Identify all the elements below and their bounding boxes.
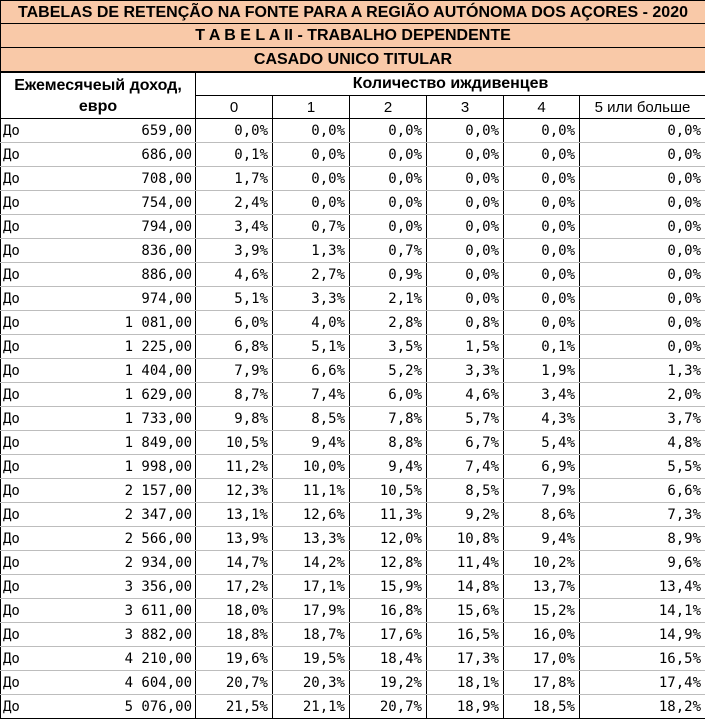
rate-cell: 0,7% [350,239,427,263]
table-row [1,143,705,167]
income-cell [1,311,196,335]
rate-cell: 19,2% [350,671,427,695]
rate-cell: 0,0% [273,167,350,191]
rate-cell: 8,8% [350,431,427,455]
rate-cell: 3,9% [196,239,273,263]
rate-cell: 11,1% [273,479,350,503]
rate-cell: 17,6% [350,623,427,647]
income-cell [1,407,196,431]
rate-cell: 12,3% [196,479,273,503]
rate-cell: 0,0% [350,143,427,167]
rate-cell: 14,1% [580,599,705,623]
table-row [1,479,705,503]
rate-cell: 0,0% [580,311,705,335]
table-row [1,407,705,431]
rate-cell: 18,9% [427,695,504,719]
income-prefix: До [3,266,20,283]
income-prefix: До [3,362,20,379]
table-row [1,599,705,623]
income-header [1,73,196,119]
income-prefix: До [3,506,20,523]
table-subtitle: T A B E L A II - TRABALHO DEPENDENTE [0,24,705,48]
dependents-column-header: 5 или больше [580,96,705,119]
rate-cell: 9,4% [273,431,350,455]
income-value: 4 604,00 [124,674,192,691]
rate-cell: 6,7% [427,431,504,455]
income-value: 754,00 [141,194,192,211]
rate-cell: 13,7% [504,575,580,599]
income-value: 686,00 [141,146,192,163]
income-prefix: До [3,626,20,643]
rate-cell: 0,0% [580,263,705,287]
section-title: CASADO UNICO TITULAR [0,48,705,72]
rate-cell: 11,2% [196,455,273,479]
table-row [1,119,705,143]
rate-cell: 3,7% [580,407,705,431]
rate-cell: 0,1% [196,143,273,167]
income-value: 1 404,00 [124,362,192,379]
income-prefix: До [3,314,20,331]
income-prefix: До [3,482,20,499]
income-value: 974,00 [141,290,192,307]
rate-cell: 5,2% [350,359,427,383]
rate-cell: 8,5% [273,407,350,431]
rate-cell: 17,2% [196,575,273,599]
rate-cell: 8,9% [580,527,705,551]
rate-cell: 0,0% [350,215,427,239]
rate-cell: 9,4% [504,527,580,551]
rate-cell: 5,1% [273,335,350,359]
income-value: 4 210,00 [124,650,192,667]
income-value: 659,00 [141,122,192,139]
income-cell [1,287,196,311]
rate-cell: 0,0% [427,167,504,191]
table-row [1,647,705,671]
dependents-column-header: 4 [504,96,580,119]
income-cell [1,479,196,503]
rate-cell: 0,0% [580,287,705,311]
income-cell [1,599,196,623]
rate-cell: 14,8% [427,575,504,599]
rate-cell: 10,5% [350,479,427,503]
rate-cell: 3,4% [196,215,273,239]
rate-cell: 2,0% [580,383,705,407]
rate-cell: 17,1% [273,575,350,599]
income-cell [1,551,196,575]
rate-cell: 8,7% [196,383,273,407]
rate-cell: 9,4% [350,455,427,479]
income-cell [1,191,196,215]
rate-cell: 3,3% [427,359,504,383]
rate-cell: 0,0% [504,287,580,311]
income-value: 1 225,00 [124,338,192,355]
rate-cell: 20,7% [350,695,427,719]
income-value: 5 076,00 [124,698,192,715]
table-row [1,263,705,287]
dependents-header: Количество иждивенцев [196,73,705,96]
rate-cell: 16,5% [580,647,705,671]
rate-cell: 0,0% [580,191,705,215]
rate-cell: 7,4% [427,455,504,479]
rate-cell: 18,0% [196,599,273,623]
rate-cell: 8,5% [427,479,504,503]
dependents-column-header: 2 [350,96,427,119]
table-row [1,215,705,239]
rate-cell: 12,6% [273,503,350,527]
table-row [1,575,705,599]
table-row [1,455,705,479]
table-row [1,383,705,407]
dependents-column-header: 1 [273,96,350,119]
rate-cell: 14,2% [273,551,350,575]
table-row [1,239,705,263]
rate-cell: 3,3% [273,287,350,311]
rate-cell: 0,9% [350,263,427,287]
rate-cell: 17,4% [580,671,705,695]
income-value: 2 566,00 [124,530,192,547]
rate-cell: 6,8% [196,335,273,359]
rate-cell: 1,3% [273,239,350,263]
rate-cell: 18,7% [273,623,350,647]
rate-cell: 13,9% [196,527,273,551]
rate-cell: 7,9% [504,479,580,503]
income-prefix: До [3,386,20,403]
rate-cell: 2,7% [273,263,350,287]
income-prefix: До [3,170,20,187]
rate-cell: 0,1% [504,335,580,359]
rate-cell: 14,9% [580,623,705,647]
rate-cell: 0,0% [196,119,273,143]
income-value: 3 882,00 [124,626,192,643]
table-row [1,551,705,575]
rate-cell: 5,1% [196,287,273,311]
table-row [1,431,705,455]
rate-cell: 4,3% [504,407,580,431]
income-cell [1,503,196,527]
income-prefix: До [3,194,20,211]
rate-cell: 13,4% [580,575,705,599]
income-value: 1 733,00 [124,410,192,427]
rate-cell: 17,0% [504,647,580,671]
income-prefix: До [3,146,20,163]
rate-cell: 8,6% [504,503,580,527]
income-prefix: До [3,698,20,715]
income-cell [1,143,196,167]
income-header-line1: Ежемесячеый доход, [14,76,182,94]
income-prefix: До [3,122,20,139]
income-cell [1,695,196,719]
rate-cell: 4,8% [580,431,705,455]
income-value: 794,00 [141,218,192,235]
income-cell [1,671,196,695]
rate-cell: 15,2% [504,599,580,623]
rate-cell: 0,0% [580,143,705,167]
income-cell [1,647,196,671]
rate-cell: 20,3% [273,671,350,695]
income-value: 708,00 [141,170,192,187]
rate-cell: 0,0% [580,239,705,263]
table-title: TABELAS DE RETENÇÃO NA FONTE PARA A REGIÃO AUTÓNOMA DOS AÇORES - 2020 [0,0,705,24]
rate-cell: 5,4% [504,431,580,455]
rate-cell: 0,0% [504,191,580,215]
rate-cell: 6,6% [273,359,350,383]
rate-cell: 0,0% [427,287,504,311]
income-value: 1 998,00 [124,458,192,475]
income-cell [1,527,196,551]
rate-cell: 17,8% [504,671,580,695]
table-row [1,623,705,647]
income-cell [1,119,196,143]
rate-cell: 5,5% [580,455,705,479]
rate-cell: 21,1% [273,695,350,719]
rate-cell: 6,6% [580,479,705,503]
income-cell [1,263,196,287]
rate-cell: 0,0% [504,215,580,239]
income-cell [1,431,196,455]
rate-cell: 0,0% [427,239,504,263]
rate-cell: 10,8% [427,527,504,551]
rate-cell: 6,0% [196,311,273,335]
rate-cell: 0,0% [504,263,580,287]
rate-cell: 1,3% [580,359,705,383]
income-cell [1,335,196,359]
income-value: 2 934,00 [124,554,192,571]
income-cell [1,215,196,239]
income-cell [1,359,196,383]
rate-cell: 0,0% [504,143,580,167]
rate-cell: 0,0% [580,215,705,239]
rate-cell: 14,7% [196,551,273,575]
table-row [1,311,705,335]
rate-cell: 21,5% [196,695,273,719]
rate-cell: 0,0% [427,119,504,143]
rate-cell: 5,7% [427,407,504,431]
rate-cell: 2,8% [350,311,427,335]
table-row [1,287,705,311]
rate-cell: 0,0% [273,143,350,167]
rate-cell: 10,2% [504,551,580,575]
income-prefix: До [3,458,20,475]
income-prefix: До [3,602,20,619]
rate-cell: 0,0% [350,167,427,191]
rate-cell: 17,3% [427,647,504,671]
rate-cell: 1,5% [427,335,504,359]
table-row [1,191,705,215]
rate-cell: 9,2% [427,503,504,527]
income-prefix: До [3,578,20,595]
rate-cell: 18,5% [504,695,580,719]
rate-cell: 18,8% [196,623,273,647]
rate-cell: 16,8% [350,599,427,623]
income-value: 1 849,00 [124,434,192,451]
income-value: 1 081,00 [124,314,192,331]
rate-cell: 0,0% [427,143,504,167]
dependents-column-header: 0 [196,96,273,119]
income-prefix: До [3,218,20,235]
rate-cell: 0,0% [580,167,705,191]
rate-cell: 4,6% [196,263,273,287]
rate-cell: 0,8% [427,311,504,335]
income-cell [1,167,196,191]
income-prefix: До [3,530,20,547]
income-value: 836,00 [141,242,192,259]
rate-cell: 6,0% [350,383,427,407]
rate-cell: 20,7% [196,671,273,695]
withholding-table [0,72,705,719]
table-row [1,335,705,359]
income-value: 3 611,00 [124,602,192,619]
rate-cell: 0,0% [580,335,705,359]
rate-cell: 0,0% [273,191,350,215]
rate-cell: 10,0% [273,455,350,479]
rate-cell: 0,0% [427,191,504,215]
rate-cell: 0,0% [504,239,580,263]
income-header-line2: евро [78,97,118,115]
rate-cell: 11,3% [350,503,427,527]
table-body [1,119,705,719]
table-row [1,503,705,527]
income-prefix: До [3,674,20,691]
income-prefix: До [3,338,20,355]
rate-cell: 18,4% [350,647,427,671]
income-prefix: До [3,650,20,667]
rate-cell: 0,0% [504,311,580,335]
rate-cell: 6,9% [504,455,580,479]
rate-cell: 7,4% [273,383,350,407]
rate-cell: 7,3% [580,503,705,527]
rate-cell: 13,3% [273,527,350,551]
rate-cell: 12,0% [350,527,427,551]
table-row [1,167,705,191]
rate-cell: 0,0% [273,119,350,143]
rate-cell: 1,9% [504,359,580,383]
rate-cell: 0,0% [427,263,504,287]
rate-cell: 0,0% [350,119,427,143]
income-prefix: До [3,410,20,427]
rate-cell: 1,7% [196,167,273,191]
income-value: 2 157,00 [124,482,192,499]
income-prefix: До [3,554,20,571]
rate-cell: 10,5% [196,431,273,455]
rate-cell: 19,6% [196,647,273,671]
income-value: 1 629,00 [124,386,192,403]
rate-cell: 2,4% [196,191,273,215]
rate-cell: 19,5% [273,647,350,671]
rate-cell: 11,4% [427,551,504,575]
table-row [1,671,705,695]
rate-cell: 18,2% [580,695,705,719]
dependents-column-header: 3 [427,96,504,119]
rate-cell: 0,0% [504,119,580,143]
rate-cell: 9,8% [196,407,273,431]
income-value: 2 347,00 [124,506,192,523]
rate-cell: 17,9% [273,599,350,623]
income-value: 886,00 [141,266,192,283]
rate-cell: 0,0% [350,191,427,215]
rate-cell: 4,0% [273,311,350,335]
rate-cell: 15,9% [350,575,427,599]
income-cell [1,383,196,407]
income-cell [1,623,196,647]
rate-cell: 2,1% [350,287,427,311]
table-row [1,695,705,719]
rate-cell: 0,0% [580,119,705,143]
rate-cell: 0,7% [273,215,350,239]
rate-cell: 12,8% [350,551,427,575]
income-prefix: До [3,242,20,259]
rate-cell: 16,0% [504,623,580,647]
income-cell [1,455,196,479]
rate-cell: 7,9% [196,359,273,383]
income-value: 3 356,00 [124,578,192,595]
income-prefix: До [3,434,20,451]
table-row [1,527,705,551]
rate-cell: 4,6% [427,383,504,407]
income-cell [1,239,196,263]
income-cell [1,575,196,599]
rate-cell: 15,6% [427,599,504,623]
rate-cell: 9,6% [580,551,705,575]
rate-cell: 0,0% [427,215,504,239]
income-prefix: До [3,290,20,307]
rate-cell: 7,8% [350,407,427,431]
table-row [1,359,705,383]
rate-cell: 3,5% [350,335,427,359]
rate-cell: 0,0% [504,167,580,191]
rate-cell: 3,4% [504,383,580,407]
rate-cell: 13,1% [196,503,273,527]
rate-cell: 16,5% [427,623,504,647]
rate-cell: 18,1% [427,671,504,695]
